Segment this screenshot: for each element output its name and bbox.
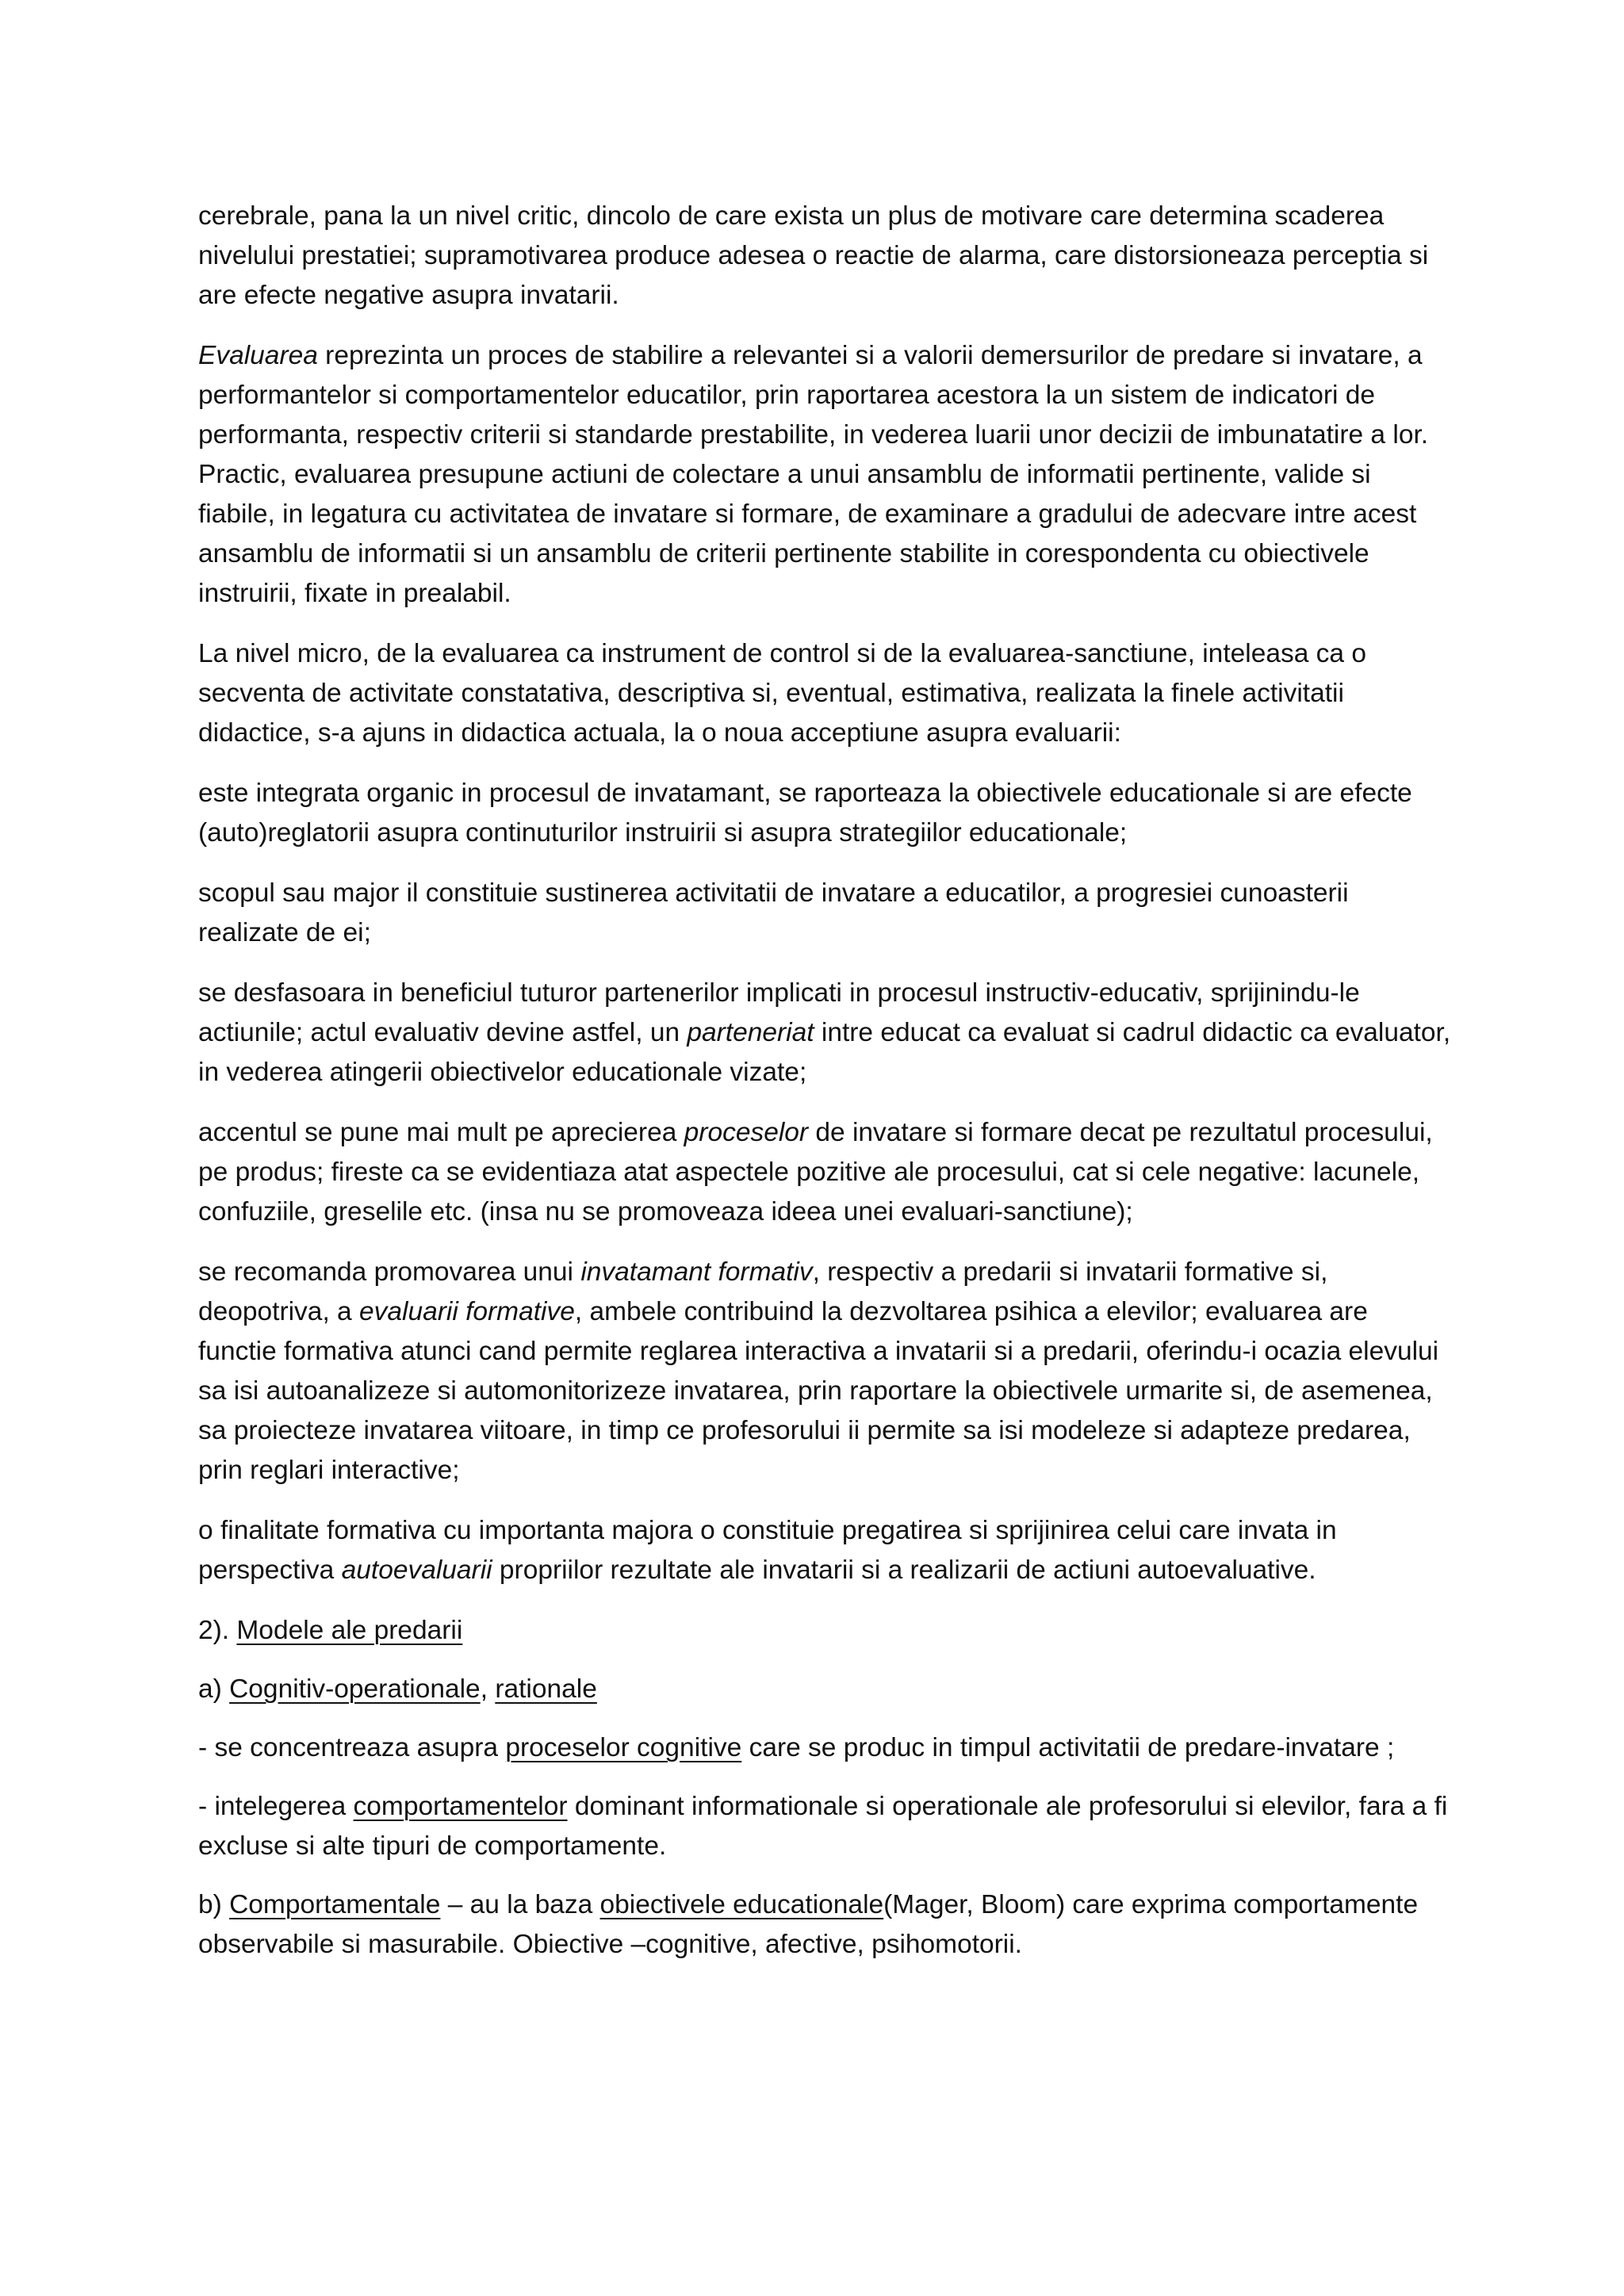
term-cognitiv-operationale: Cognitiv-operationale: [229, 1674, 481, 1704]
paragraph-partnership: [198, 974, 1451, 1093]
section-number: 2).: [198, 1616, 237, 1645]
paragraph-micro-level: [198, 634, 1451, 753]
paragraph-text: reprezinta un proces de stabilire a relevantei si a valorii demersurilor de predare si invatare, a performantelor si comportamentelor educatilor, prin raportarea acestora la un sistem de indicatori de performanta, respectiv criterii si standarde prestabilite, in vederea luarii unor decizii de imbunatatire a lor. Practic, evaluarea presupune actiuni de colectare a unui ansamblu de informatii pertinente, valide si fiabile, in legatura cu activitatea de invatare si formare, de examinare a gradului de adecvare intre acest ansamblu de informatii si un ansamblu de criterii pertinente stabilite in corespondenta cu obiectivele instruirii, fixate in prealabil.: [198, 341, 1429, 608]
term-autoevaluarii: autoevaluarii: [341, 1556, 492, 1585]
paragraph-formative: [198, 1253, 1451, 1490]
term-proceselor: proceselor: [684, 1118, 809, 1147]
term-evaluarea: Evaluarea: [198, 341, 318, 370]
paragraph-text: , ambele contribuind la dezvoltarea psihica a elevilor; evaluarea are functie formativa atunci cand permite reglarea interactiva a invatarii si a predarii, oferindu-i ocazia elevului sa isi autoanalizeze si automonitorizeze invatarea, prin raportare la obiectivele urmarite si, de asemenea, sa proiecteze invatarea viitoare, in timp ce profesorului ii permite sa isi modeleze si adapteze predarea, prin reglari interactive;: [198, 1297, 1439, 1485]
paragraph-text: cerebrale, pana la un nivel critic, dincolo de care exista un plus de motivare care determina scaderea nivelului prestatiei; supramotivarea produce adesea o reactie de alarma, care distorsioneaza perceptia si are efecte negative asupra invatarii.: [198, 201, 1429, 310]
term-invatamant-formativ: invatamant formativ: [580, 1257, 813, 1287]
paragraph-text: se desfasoara in beneficiul tuturor partenerilor implicati in procesul instructiv-educativ, sprijinindu-le actiunile; actul evaluativ devine astfel, un: [198, 978, 1360, 1047]
document-page: [198, 197, 1451, 1985]
bullet-cognitive-processes: [198, 1728, 1451, 1768]
paragraph-text: scopul sau major il constituie sustinerea activitatii de invatare a educatilor, a progresiei cunoasterii realizate de ei;: [198, 878, 1349, 947]
paragraph-motivation: [198, 197, 1451, 316]
subheading-a: [198, 1670, 1451, 1709]
paragraph-text: (Mager, Bloom) care exprima comportamente observabile si masurabile. Obiective –cognitive, afective, psihomotorii.: [198, 1890, 1419, 1959]
paragraph-major-scope: [198, 874, 1451, 953]
paragraph-text: , respectiv a predarii si invatarii formative si, deopotriva, a: [198, 1257, 1328, 1326]
term-evaluarii-formative: evaluarii formative: [359, 1297, 575, 1326]
paragraph-text: este integrata organic in procesul de invatamant, se raporteaza la obiectivele educationale si are efecte (auto)reglatorii asupra continuturilor instruirii si asupra strategiilor educationale;: [198, 779, 1412, 848]
paragraph-text: de invatare si formare decat pe rezultatul procesului, pe produs; fireste ca se evidentiaza atat aspectele pozitive ale procesului, cat si cele negative: lacunele, confuziile, greselile etc. (insa nu se promoveaza ideea unei evaluari-sanctiune);: [198, 1118, 1433, 1226]
list-marker: a): [198, 1674, 230, 1704]
paragraph-text: intre educat ca evaluat si cadrul didactic ca evaluator, in vederea atingerii obiectivelor educationale vizate;: [198, 1018, 1451, 1087]
paragraph-integrated: [198, 774, 1451, 853]
term-rationale: rationale: [495, 1674, 597, 1704]
section-heading-2: [198, 1611, 1451, 1651]
paragraph-text: - intelegerea: [198, 1792, 354, 1821]
paragraph-text: dominant informationale si operationale ale profesorului si elevilor, fara a fi excluse si alte tipuri de comportamente.: [198, 1792, 1448, 1861]
paragraph-text: La nivel micro, de la evaluarea ca instrument de control si de la evaluarea-sanctiune, inteleasa ca o secventa de activitate constatativa, descriptiva si, eventual, estimativa, realizata la finele activitatii didactice, s-a ajuns in didactica actuala, la o noua acceptiune asupra evaluarii:: [198, 639, 1366, 748]
term-procese-cognitive: proceselor cognitive: [505, 1733, 742, 1762]
section-title: Modele ale predarii: [236, 1616, 463, 1645]
list-marker: b): [198, 1890, 230, 1919]
paragraph-process-focus: [198, 1113, 1451, 1232]
paragraph-text: – au la baza: [440, 1890, 600, 1919]
paragraph-text: - se concentreaza asupra: [198, 1733, 506, 1762]
paragraph-text: se recomanda promovarea unui: [198, 1257, 581, 1287]
paragraph-text: accentul se pune mai mult pe aprecierea: [198, 1118, 684, 1147]
term-comportamentale: Comportamentale: [229, 1890, 441, 1919]
bullet-behaviours: [198, 1787, 1451, 1866]
paragraph-text: o finalitate formativa cu importanta majora o constituie pregatirea si sprijinirea celui care invata in perspectiva: [198, 1516, 1337, 1585]
paragraph-text: care se produc in timpul activitatii de predare-invatare ;: [741, 1733, 1395, 1762]
term-comportamentelor: comportamentelor: [353, 1792, 568, 1821]
paragraph-evaluation-definition: [198, 336, 1451, 614]
term-obiectivele-educationale: obiectivele educationale: [599, 1890, 884, 1919]
term-parteneriat: parteneriat: [687, 1018, 814, 1047]
separator: ,: [480, 1674, 496, 1704]
paragraph-self-evaluation: [198, 1511, 1451, 1590]
subheading-b: [198, 1885, 1451, 1965]
paragraph-text: propriilor rezultate ale invatarii si a realizarii de actiuni autoevaluative.: [492, 1556, 1316, 1585]
